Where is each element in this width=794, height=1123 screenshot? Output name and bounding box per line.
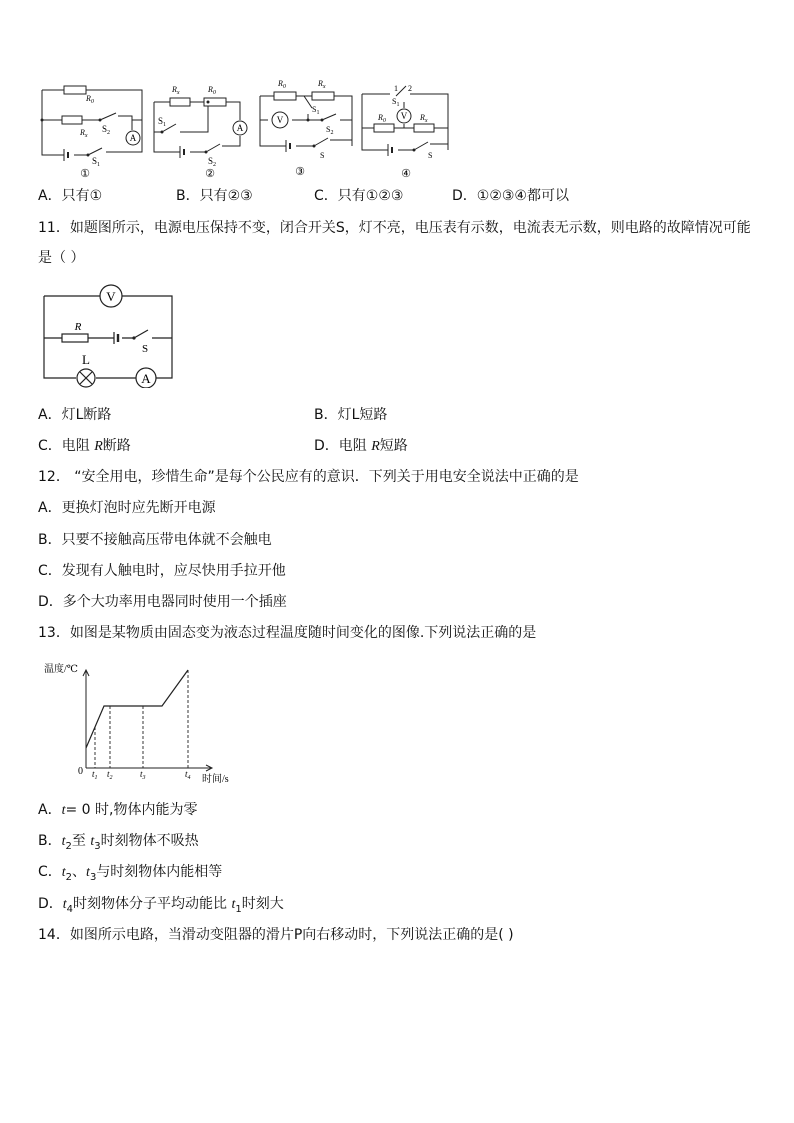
- svg-text:V: V: [400, 111, 408, 121]
- svg-text:R0: $R_0$: [378, 113, 386, 124]
- q13-stem: 13．如图是某物质由固态变为液态过程温度随时间变化的图像.下列说法正确的是: [38, 625, 537, 641]
- q12-option-b[interactable]: B．只要不接触高压带电体就不会触电: [38, 532, 272, 548]
- caption-2: ②: [205, 168, 215, 180]
- svg-text:S1: $S_1$: [158, 116, 167, 128]
- q12-option-d[interactable]: D．多个大功率用电器同时使用一个插座: [38, 594, 287, 610]
- svg-text:S2: $S_2$: [326, 125, 334, 136]
- q10-option-b[interactable]: B．只有②③: [176, 188, 253, 204]
- q10-circuit-2: [150, 80, 260, 180]
- svg-text:Rx: $R_x$: [172, 85, 180, 96]
- q10-circuit-3: [256, 74, 358, 178]
- svg-text:V: V: [106, 289, 116, 304]
- svg-text:t4: $t_4$: [185, 769, 191, 781]
- q12-option-c[interactable]: C．发现有人触电时，应尽快用手拉开他: [38, 563, 286, 579]
- q14-stem: 14．如图所示电路，当滑动变阻器的滑片P向右移动时，下列说法正确的是( ): [38, 927, 514, 943]
- svg-text:S1: $S_1$: [92, 156, 101, 168]
- svg-text:L: L: [82, 352, 90, 367]
- svg-text:R0: $R_0$: [86, 94, 94, 105]
- q10-option-c[interactable]: C．只有①②③: [314, 188, 404, 204]
- x-axis-label: 时间/s: [202, 774, 229, 785]
- svg-text:A: A: [141, 371, 151, 386]
- q11-option-b[interactable]: B．灯L短路: [314, 407, 388, 423]
- caption-1: ①: [80, 168, 90, 180]
- y-axis-label: 温度/℃: [44, 664, 78, 675]
- resistor-rx: [62, 116, 82, 124]
- svg-text:S2: $S_2$: [102, 124, 111, 136]
- q11-option-d[interactable]: D．电阻 R短路: [314, 438, 408, 454]
- temperature-curve: [86, 670, 188, 748]
- q13-option-d[interactable]: D．$t_4$时刻物体分子平均动能比 $t_1$时刻大: [38, 896, 284, 915]
- q11-stem-cont: 是（ ）: [38, 250, 85, 266]
- resistor-r: [62, 334, 88, 342]
- caption-3: ③: [295, 166, 305, 178]
- ammeter-label: A: [129, 133, 137, 143]
- svg-text:S: S: [320, 151, 325, 160]
- svg-text:S: S: [142, 343, 149, 355]
- svg-text:R: R: [74, 321, 82, 333]
- q13-option-a[interactable]: A．t= 0 时,物体内能为零: [38, 802, 198, 818]
- svg-text:S1: $S_1$: [392, 97, 400, 108]
- q13-temperature-graph: [42, 656, 242, 788]
- q11-option-c[interactable]: C．电阻 R断路: [38, 438, 131, 454]
- caption-4: ④: [401, 168, 411, 180]
- svg-text:Rx: $R_x$: [318, 79, 326, 90]
- svg-text:S1: $S_1$: [312, 105, 320, 116]
- svg-text:t3: $t_3$: [140, 769, 146, 781]
- svg-text:Rx: $R_x$: [420, 113, 428, 124]
- q12-option-a[interactable]: A．更换灯泡时应先断开电源: [38, 500, 216, 516]
- q10-circuit-1: [38, 80, 148, 180]
- q13-option-b[interactable]: B．$t_2$至 $t_3$时刻物体不吸热: [38, 833, 199, 852]
- svg-text:t2: $t_2$: [107, 769, 113, 781]
- svg-text:A: A: [236, 123, 244, 133]
- q12-stem: 12． “安全用电，珍惜生命”是每个公民应有的意识．下列关于用电安全说法中正确的是: [38, 469, 579, 485]
- q10-option-d[interactable]: D．①②③④都可以: [452, 188, 569, 204]
- svg-text:2: 2: [408, 84, 412, 93]
- svg-text:V: V: [276, 115, 284, 125]
- q11-stem: 11．如题图所示，电源电压保持不变，闭合开关S，灯不亮，电压表有示数，电流表无示数，则电路的故障情况可能: [38, 220, 751, 236]
- q11-circuit-diagram: [38, 282, 178, 388]
- q13-option-c[interactable]: C．$t_2$、$t_3$与时刻物体内能相等: [38, 864, 223, 883]
- resistor-r0: [64, 86, 86, 94]
- q10-circuit-4: [358, 78, 454, 180]
- svg-text:Rx: $R_x$: [80, 128, 88, 139]
- svg-text:1: 1: [394, 84, 398, 93]
- svg-text:S2: $S_2$: [208, 156, 217, 168]
- q10-option-a[interactable]: A．只有①: [38, 188, 103, 204]
- svg-text:S: S: [428, 151, 433, 160]
- q11-option-a[interactable]: A．灯L断路: [38, 407, 112, 423]
- svg-text:t1: $t_1$: [92, 769, 98, 781]
- svg-text:0: 0: [78, 766, 83, 777]
- svg-text:R0: $R_0$: [278, 79, 286, 90]
- svg-text:R0: $R_0$: [208, 85, 216, 96]
